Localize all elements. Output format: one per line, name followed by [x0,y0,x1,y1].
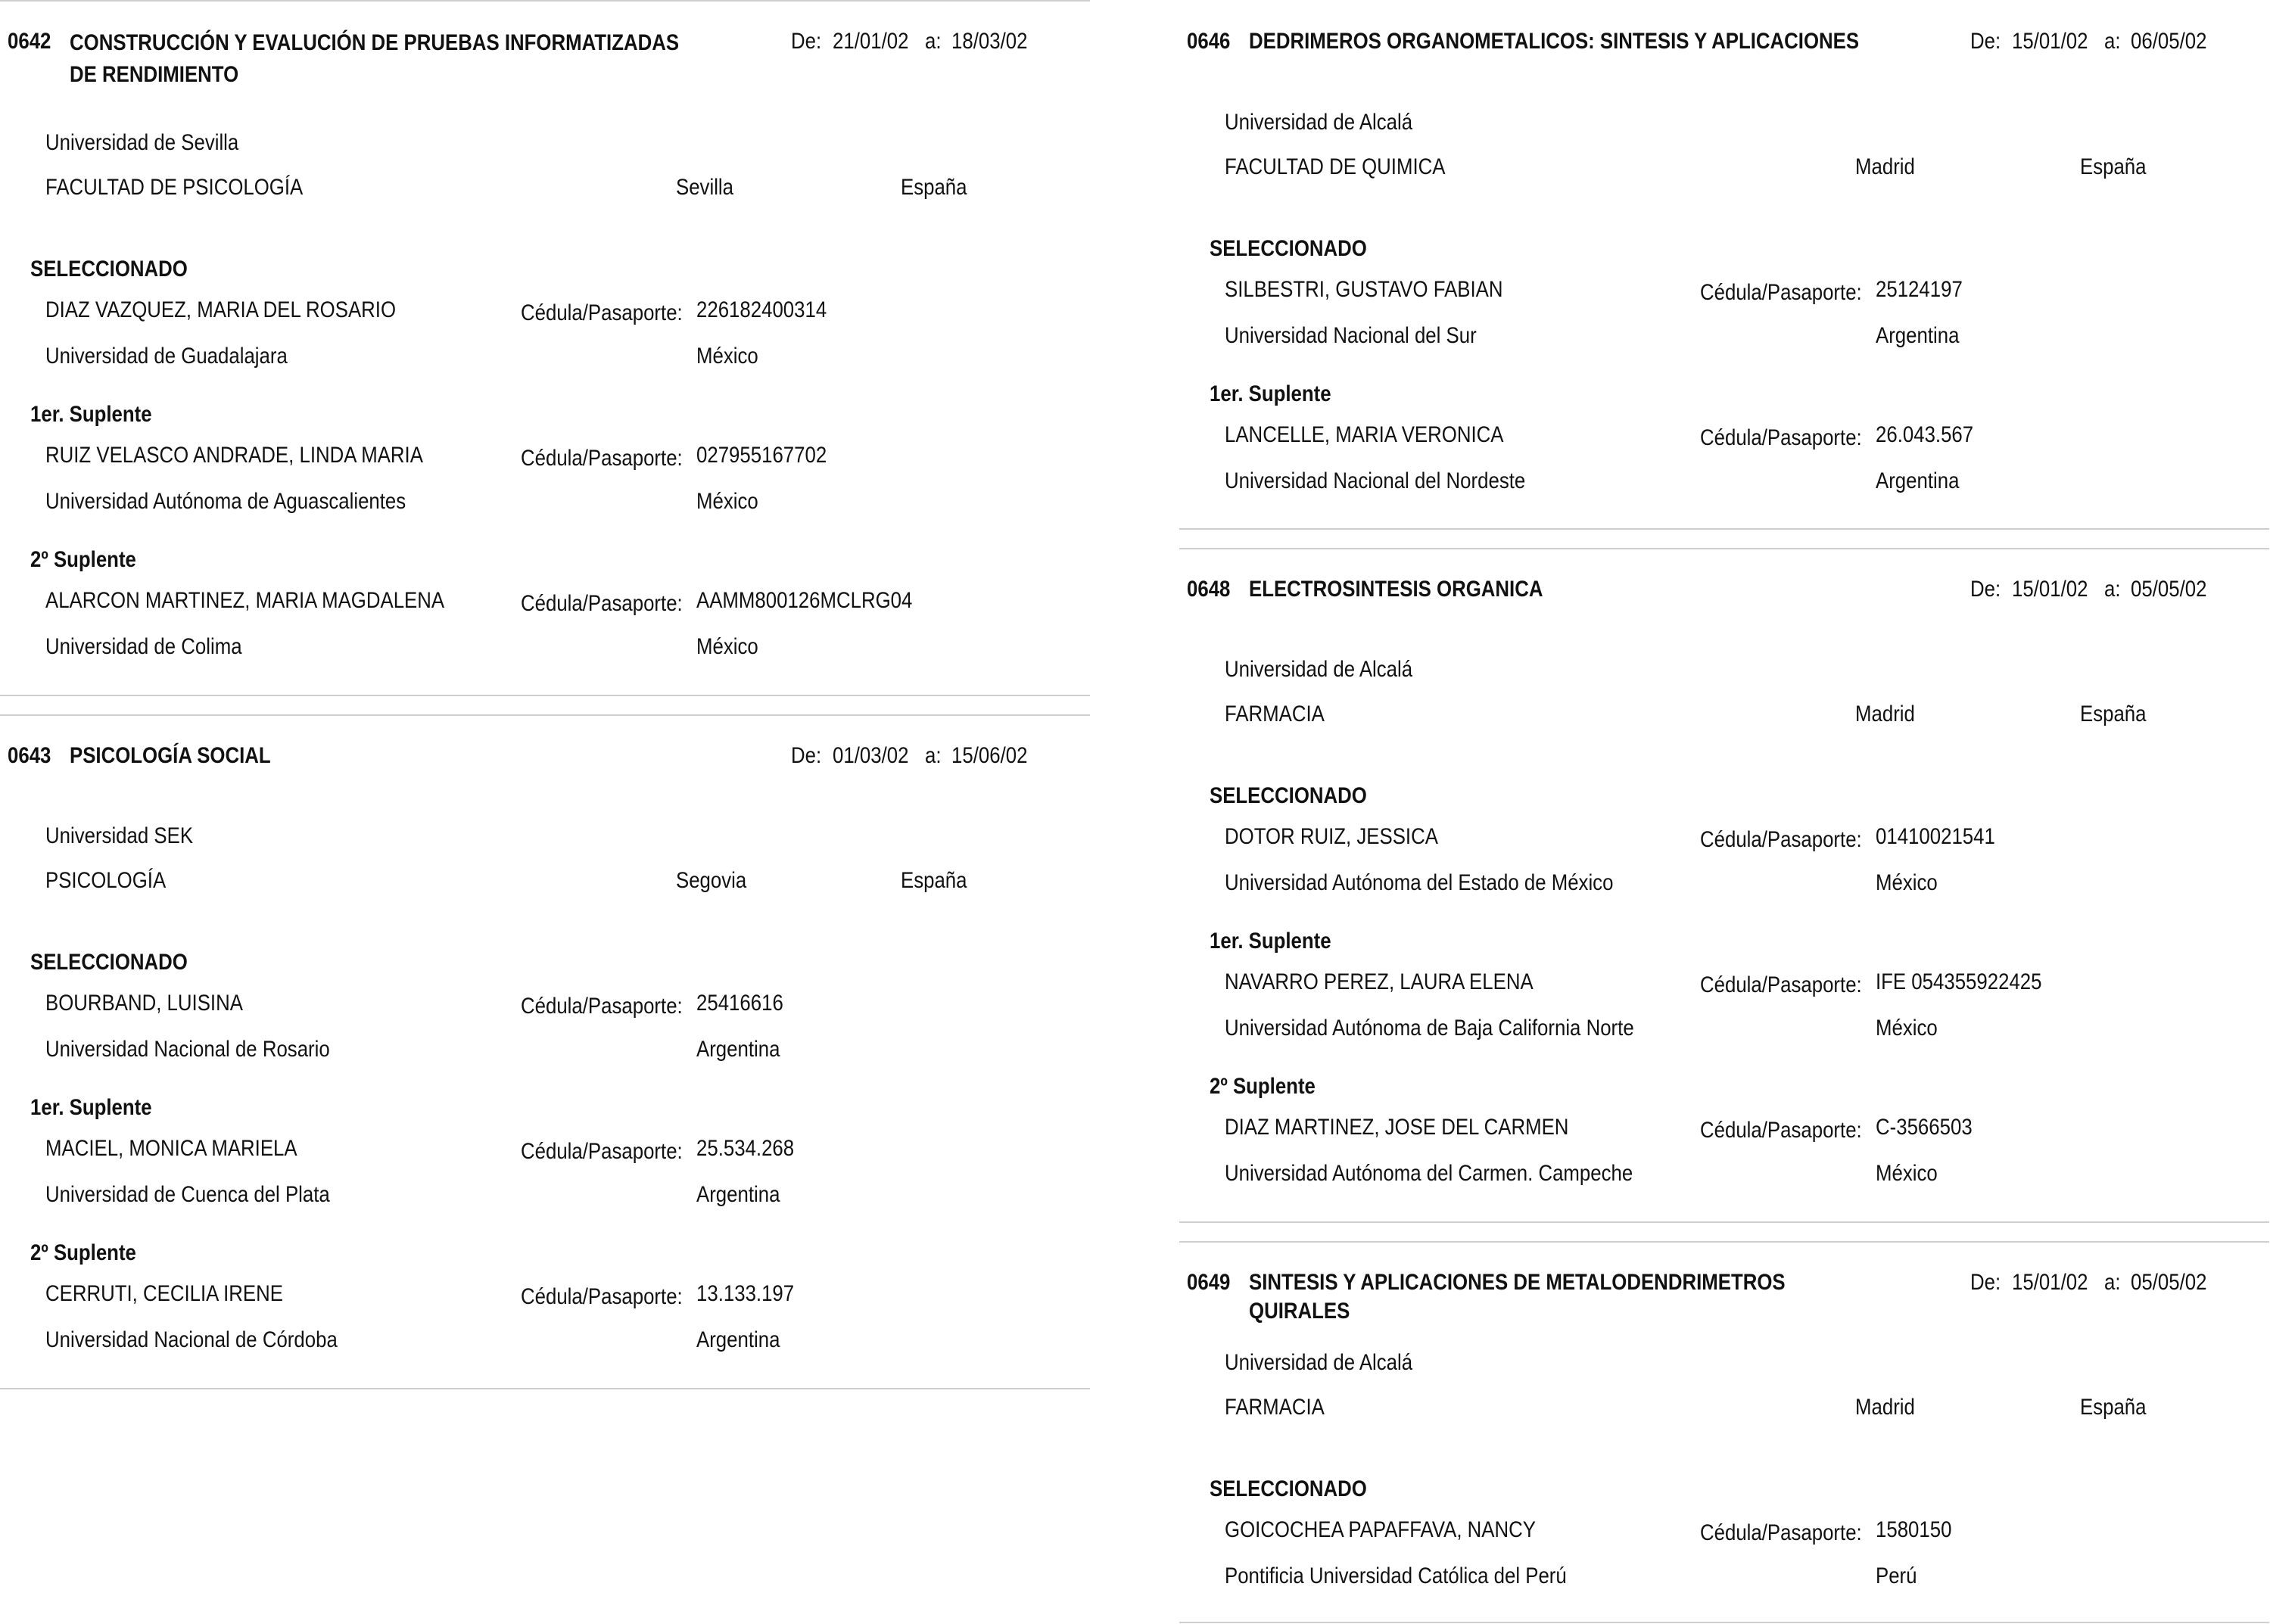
person-institution: Pontificia Universidad Católica del Perú [1225,1563,1567,1588]
to-label: a: [2104,1270,2121,1295]
role-label: 2º Suplente [30,547,136,572]
person-id: 25.534.268 [696,1136,795,1161]
person-institution: Universidad Autónoma del Carmen. Campeche [1225,1161,1633,1186]
person-id: 01410021541 [1876,824,1995,849]
to-label: a: [925,29,942,54]
person-name: RUIZ VELASCO ANDRADE, LINDA MARIA [45,443,423,468]
id-label: Cédula/Pasaporte: [1700,972,1862,997]
from-label: De: [1970,577,2001,602]
host-university: Universidad SEK [45,823,194,848]
person-country: Perú [1876,1563,1917,1588]
person-name: MACIEL, MONICA MARIELA [45,1136,297,1161]
role-label: 2º Suplente [1210,1074,1316,1099]
host-city: Madrid [1855,154,1915,179]
course-code: 0649 [1187,1270,1231,1295]
to-label: a: [2104,577,2121,602]
person-id: 25416616 [696,991,783,1016]
person-institution: Universidad Autónoma de Baja California Norte [1225,1016,1634,1041]
person-country: México [1876,870,1938,895]
role-label: 1er. Suplente [30,402,152,427]
from-label: De: [1970,1270,2001,1295]
person-institution: Universidad Nacional del Nordeste [1225,468,1526,493]
to-label: a: [925,743,942,768]
host-city: Madrid [1855,1395,1915,1420]
id-label: Cédula/Pasaporte: [1700,827,1862,852]
id-label: Cédula/Pasaporte: [521,1284,683,1309]
from-date: 15/01/02 [2012,577,2088,602]
course-title: PSICOLOGÍA SOCIAL [70,743,271,768]
person-id: 25124197 [1876,277,1963,302]
course-title: ELECTROSINTESIS ORGANICA [1249,577,1543,602]
person-country: México [1876,1016,1938,1041]
host-university: Universidad de Sevilla [45,130,239,155]
separator [0,1388,1090,1389]
person-country: México [696,634,758,659]
course-code: 0643 [8,743,51,768]
host-city: Sevilla [676,175,734,200]
to-date: 15/06/02 [951,743,1028,768]
person-id: C-3566503 [1876,1115,1973,1140]
person-name: DIAZ MARTINEZ, JOSE DEL CARMEN [1225,1115,1569,1140]
host-faculty: FARMACIA [1225,702,1325,726]
separator [1179,528,2269,530]
course-title: DEDRIMEROS ORGANOMETALICOS: SINTESIS Y APLICACIONES [1249,29,1860,54]
host-country: España [901,868,967,893]
person-country: Argentina [696,1182,780,1207]
person-name: SILBESTRI, GUSTAVO FABIAN [1225,277,1503,302]
person-country: Argentina [1876,468,1960,493]
id-label: Cédula/Pasaporte: [521,1139,683,1164]
person-institution: Universidad Autónoma del Estado de México [1225,870,1614,895]
person-name: GOICOCHEA PAPAFFAVA, NANCY [1225,1517,1536,1542]
host-university: Universidad de Alcalá [1225,1350,1413,1375]
host-university: Universidad de Alcalá [1225,657,1413,682]
person-id: 1580150 [1876,1517,1952,1542]
left-column [0,0,1090,1624]
id-label: Cédula/Pasaporte: [521,446,683,471]
person-institution: Universidad Autónoma de Aguascalientes [45,489,406,514]
person-name: DOTOR RUIZ, JESSICA [1225,824,1438,849]
person-institution: Universidad de Colima [45,634,242,659]
person-institution: Universidad de Cuenca del Plata [45,1182,330,1207]
id-label: Cédula/Pasaporte: [521,994,683,1019]
role-label: SELECCIONADO [30,950,188,975]
id-label: Cédula/Pasaporte: [1700,1118,1862,1143]
person-country: México [696,344,758,369]
course-entry-0642 [0,0,1090,695]
to-date: 06/05/02 [2131,29,2207,54]
person-country: Argentina [1876,323,1960,348]
person-institution: Universidad de Guadalajara [45,344,288,369]
from-label: De: [1970,29,2001,54]
right-column [1179,0,2269,1624]
person-id: AAMM800126MCLRG04 [696,588,913,613]
host-faculty: FACULTAD DE PSICOLOGÍA [45,175,304,200]
to-date: 05/05/02 [2131,577,2207,602]
separator [1179,1221,2269,1223]
to-date: 18/03/02 [951,29,1028,54]
host-country: España [2080,154,2147,179]
host-faculty: PSICOLOGÍA [45,868,167,893]
course-code: 0648 [1187,577,1231,602]
id-label: Cédula/Pasaporte: [1700,280,1862,305]
course-entry-0649 [1179,1241,2269,1624]
to-label: a: [2104,29,2121,54]
person-id: IFE 054355922425 [1876,969,2042,994]
course-code: 0642 [8,29,51,54]
person-name: DIAZ VAZQUEZ, MARIA DEL ROSARIO [45,297,397,322]
role-label: SELECCIONADO [1210,783,1367,808]
id-label: Cédula/Pasaporte: [521,300,683,325]
host-city: Madrid [1855,702,1915,726]
course-code: 0646 [1187,29,1231,54]
separator [1179,1622,2269,1623]
course-title: SINTESIS Y APLICACIONES DE METALODENDRIMETROS QUIRALES [1249,1270,1786,1324]
person-institution: Universidad Nacional del Sur [1225,323,1477,348]
course-entry-0648 [1179,548,2269,1221]
person-name: CERRUTI, CECILIA IRENE [45,1281,283,1306]
person-name: ALARCON MARTINEZ, MARIA MAGDALENA [45,588,445,613]
host-university: Universidad de Alcalá [1225,110,1413,135]
person-name: BOURBAND, LUISINA [45,991,243,1016]
person-id: 26.043.567 [1876,422,1974,447]
person-country: México [1876,1161,1938,1186]
role-label: 1er. Suplente [1210,929,1331,954]
person-country: Argentina [696,1327,780,1352]
person-name: LANCELLE, MARIA VERONICA [1225,422,1504,447]
host-country: España [2080,1395,2147,1420]
person-institution: Universidad Nacional de Córdoba [45,1327,338,1352]
id-label: Cédula/Pasaporte: [1700,425,1862,450]
course-entry-0643 [0,714,1090,1388]
id-label: Cédula/Pasaporte: [521,591,683,616]
from-label: De: [791,29,822,54]
role-label: 1er. Suplente [1210,381,1331,406]
host-country: España [901,175,967,200]
person-country: Argentina [696,1037,780,1062]
person-id: 027955167702 [696,443,827,468]
to-date: 05/05/02 [2131,1270,2207,1295]
role-label: SELECCIONADO [1210,1476,1367,1501]
role-label: 1er. Suplente [30,1095,152,1120]
from-date: 21/01/02 [833,29,909,54]
person-country: México [696,489,758,514]
host-country: España [2080,702,2147,726]
role-label: SELECCIONADO [30,257,188,282]
host-faculty: FARMACIA [1225,1395,1325,1420]
id-label: Cédula/Pasaporte: [1700,1520,1862,1545]
course-entry-0646 [1179,0,2269,528]
from-date: 15/01/02 [2012,1270,2088,1295]
person-institution: Universidad Nacional de Rosario [45,1037,330,1062]
role-label: 2º Suplente [30,1240,136,1265]
separator [0,695,1090,696]
host-faculty: FACULTAD DE QUIMICA [1225,154,1446,179]
course-title: CONSTRUCCIÓN Y EVALUCIÓN DE PRUEBAS INFORMATIZADAS DE RENDIMIENTO [70,30,680,87]
person-name: NAVARRO PEREZ, LAURA ELENA [1225,969,1534,994]
from-label: De: [791,743,822,768]
from-date: 01/03/02 [833,743,909,768]
person-id: 13.133.197 [696,1281,795,1306]
person-id: 226182400314 [696,297,827,322]
role-label: SELECCIONADO [1210,236,1367,261]
from-date: 15/01/02 [2012,29,2088,54]
host-city: Segovia [676,868,747,893]
